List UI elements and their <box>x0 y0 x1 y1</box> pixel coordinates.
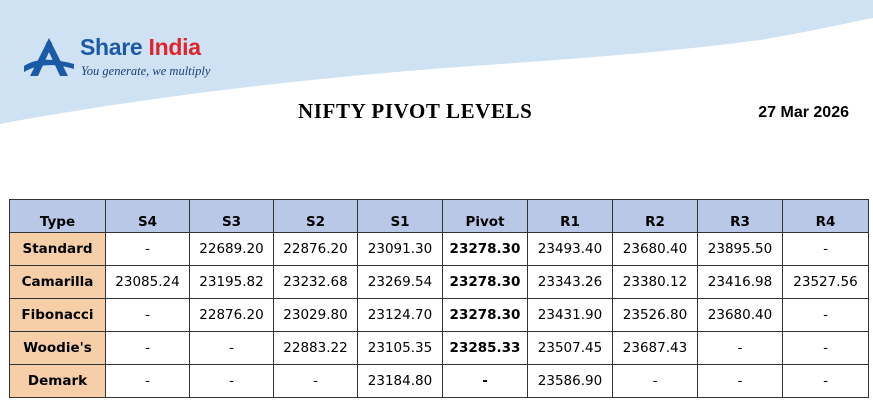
table-cell: - <box>190 365 274 398</box>
table-row-fibonacci <box>10 299 869 332</box>
brand-name <box>80 34 201 61</box>
table-cell: 22689.20 <box>190 233 274 266</box>
table-cell: - <box>698 332 783 365</box>
table-cell: 23680.40 <box>613 233 698 266</box>
table-cell: 23232.68 <box>274 266 358 299</box>
pivot-cell: - <box>443 365 528 398</box>
column-header-s3: S3 <box>190 200 274 233</box>
column-header-s4: S4 <box>106 200 190 233</box>
table-cell: 23416.98 <box>698 266 783 299</box>
row-type-cell: Demark <box>10 365 106 398</box>
table-cell: - <box>783 365 869 398</box>
table-cell: 23029.80 <box>274 299 358 332</box>
table-cell: 22876.20 <box>274 233 358 266</box>
table-cell: - <box>190 332 274 365</box>
table-cell: 23680.40 <box>698 299 783 332</box>
table-cell: 23184.80 <box>358 365 443 398</box>
table-cell: 22876.20 <box>190 299 274 332</box>
table-cell: 23343.26 <box>528 266 613 299</box>
table-cell: 23195.82 <box>190 266 274 299</box>
table-cell: - <box>106 233 190 266</box>
share-india-logo-icon <box>22 36 76 82</box>
column-header-r4: R4 <box>783 200 869 233</box>
table-cell: - <box>274 365 358 398</box>
table-cell: - <box>783 233 869 266</box>
page-title: NIFTY PIVOT LEVELS <box>298 99 533 123</box>
brand-name-share: Share <box>80 34 149 60</box>
column-header-s1: S1 <box>358 200 443 233</box>
table-cell: 23124.70 <box>358 299 443 332</box>
pivot-cell: 23285.33 <box>443 332 528 365</box>
table-cell: - <box>106 332 190 365</box>
table-cell: 23586.90 <box>528 365 613 398</box>
brand-tagline: You generate, we multiply <box>81 64 211 78</box>
table-row-camarilla <box>10 266 869 299</box>
column-header-r2: R2 <box>613 200 698 233</box>
table-cell: 23527.56 <box>783 266 869 299</box>
pivot-levels-table <box>9 199 869 398</box>
table-cell: - <box>783 332 869 365</box>
column-header-type: Type <box>10 200 106 233</box>
table-cell: 23105.35 <box>358 332 443 365</box>
table-cell: - <box>106 299 190 332</box>
table-cell: 23493.40 <box>528 233 613 266</box>
table-cell: - <box>698 365 783 398</box>
table-header-row <box>10 200 869 233</box>
pivot-cell: 23278.30 <box>443 266 528 299</box>
column-header-s2: S2 <box>274 200 358 233</box>
row-type-cell: Standard <box>10 233 106 266</box>
table-cell: 23895.50 <box>698 233 783 266</box>
row-type-cell: Woodie's <box>10 332 106 365</box>
table-cell: 23085.24 <box>106 266 190 299</box>
table-cell: - <box>783 299 869 332</box>
table-cell: 22883.22 <box>274 332 358 365</box>
table-cell: 23269.54 <box>358 266 443 299</box>
table-row-standard <box>10 233 869 266</box>
brand-name-india: India <box>148 34 201 60</box>
table-cell: 23687.43 <box>613 332 698 365</box>
table-cell: - <box>106 365 190 398</box>
row-type-cell: Camarilla <box>10 266 106 299</box>
table-cell: 23091.30 <box>358 233 443 266</box>
pivot-cell: 23278.30 <box>443 299 528 332</box>
table-cell: 23507.45 <box>528 332 613 365</box>
row-type-cell: Fibonacci <box>10 299 106 332</box>
table-cell: 23526.80 <box>613 299 698 332</box>
report-date: 27 Mar 2026 <box>758 104 849 121</box>
table-cell: - <box>613 365 698 398</box>
pivot-cell: 23278.30 <box>443 233 528 266</box>
column-header-r3: R3 <box>698 200 783 233</box>
column-header-r1: R1 <box>528 200 613 233</box>
column-header-pivot: Pivot <box>443 200 528 233</box>
table-cell: 23380.12 <box>613 266 698 299</box>
table-row-woodies <box>10 332 869 365</box>
table-row-demark <box>10 365 869 398</box>
table-cell: 23431.90 <box>528 299 613 332</box>
